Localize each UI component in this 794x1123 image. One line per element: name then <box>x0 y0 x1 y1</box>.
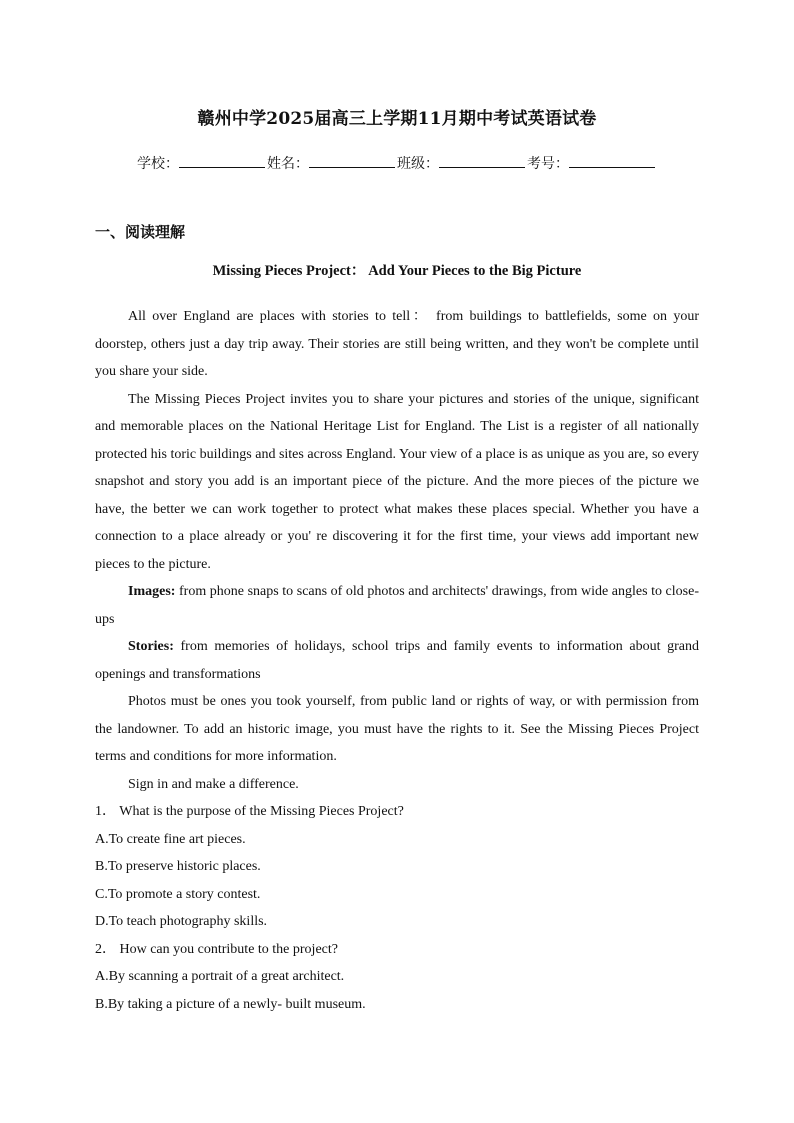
images-text: from phone snaps to scans of old photos and architects' drawings, from wide angles to close-ups <box>95 584 699 627</box>
section-heading: 一、阅读理解 <box>95 223 186 241</box>
student-info-row <box>0 153 794 173</box>
name-blank[interactable] <box>309 153 395 168</box>
stories-paragraph <box>95 633 699 688</box>
stories-label: Stories: <box>128 639 174 654</box>
images-label: Images: <box>128 584 176 599</box>
answer-option[interactable]: D.To teach photography skills. <box>95 914 268 929</box>
answer-option[interactable]: B.To preserve historic places. <box>95 859 261 874</box>
class-blank[interactable] <box>439 153 525 168</box>
answer-option[interactable]: B.By taking a picture of a newly- built museum. <box>95 996 366 1012</box>
page-title: 赣州中学2025届高三上学期11月期中考试英语试卷 <box>197 109 597 129</box>
school-label: 学校： <box>137 156 179 172</box>
images-paragraph <box>95 578 699 633</box>
passage-paragraph: Sign in and make a difference. <box>128 776 299 792</box>
name-label: 姓名： <box>267 156 309 172</box>
school-blank[interactable] <box>179 153 265 168</box>
passage-paragraph: The Missing Pieces Project invites you to share your pictures and stories of the unique, significant and memorable places on the National Heritage List for England. The List is a register of all nationally protected his toric buildings and sites across England. Your view of a place is as unique as you are, so every snapshot and story you add is an important piece of the picture. And the more pieces of the picture we have, the better we can work together to protect what makes these places special. Whether you have a connection to a place already or you' re discovering it for the first time, your views add important new pieces to the picture. <box>95 391 699 572</box>
exam-number-label: 考号： <box>527 156 569 172</box>
exam-number-blank[interactable] <box>569 153 655 168</box>
answer-option[interactable]: A.By scanning a portrait of a great architect. <box>95 969 345 984</box>
class-label: 班级： <box>397 156 439 172</box>
passage-paragraph: Photos must be ones you took yourself, from public land or rights of way, or with permission from the landowner. To add an historic image, you must have the rights to it. See the Missing Pieces Project terms and conditions for more information. <box>95 694 699 764</box>
question-stem: 1． What is the purpose of the Missing Pieces Project? <box>95 804 404 819</box>
passage-body <box>95 303 699 1018</box>
question-stem: 2． How can you contribute to the project? <box>95 941 338 957</box>
passage-title: Missing Pieces Project： Add Your Pieces to the Big Picture <box>212 263 582 279</box>
stories-text: from memories of holidays, school trips and family events to information about grand openings and transformations <box>95 639 699 682</box>
answer-option[interactable]: C.To promote a story contest. <box>95 886 261 902</box>
answer-option[interactable]: A.To create fine art pieces. <box>95 831 246 847</box>
passage-paragraph: All over England are places with stories to tell： from buildings to battlefields, some on your doorstep, others just a day trip away. Their stories are still being written, and they won't be complete until you share your side. <box>95 309 699 379</box>
